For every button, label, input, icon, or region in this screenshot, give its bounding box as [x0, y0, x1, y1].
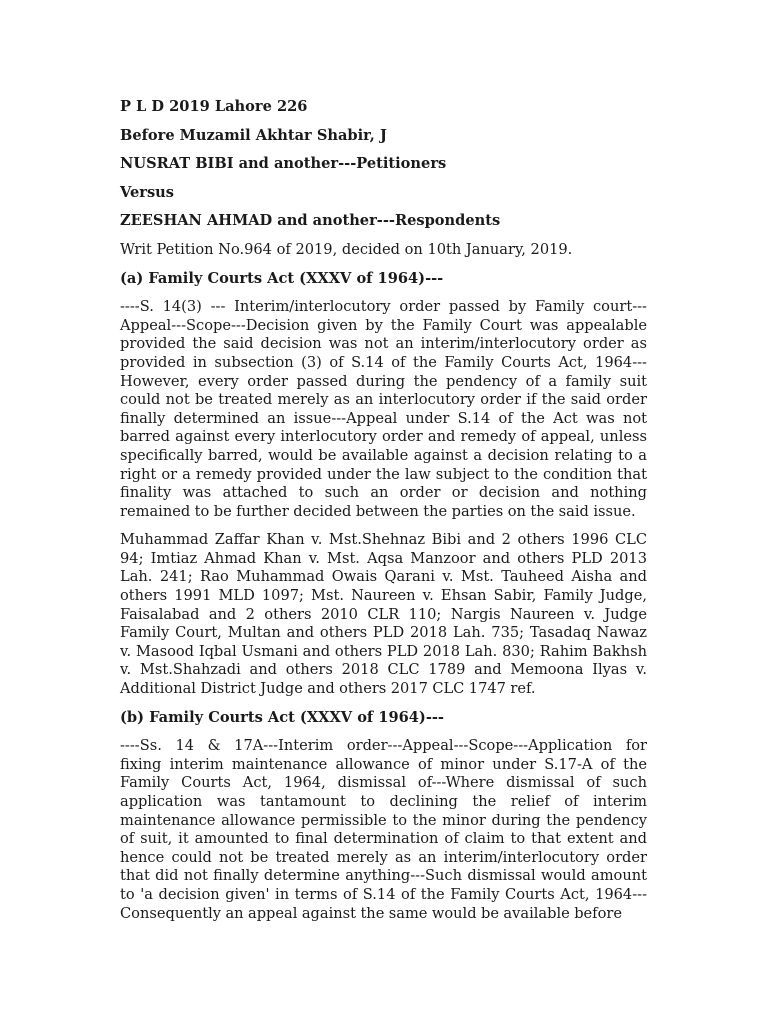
section-b-body: ----Ss. 14 & 17A---Interim order---Appeal---Scope---Application for fixing interim maintenance allowance of minor under S.17-A of the Family Courts Act, 1964, dismissal of---Where dismissal of such application was tantamount to declining the relief of interim maintenance allowance permissible to the minor during the pendency of suit, it amounted to final determination of claim to that extent and hence could not be treated merely as an interim/interlocutory order that did not finally determine anything---Such dismissal would amount to 'a decision given' in terms of S.14 of the Family Courts Act, 1964---Consequently an appeal against the same would be available before: [120, 737, 647, 922]
document-page: [120, 98, 647, 933]
section-a-citations: Muhammad Zaffar Khan v. Mst.Shehnaz Bibi and 2 others 1996 CLC 94; Imtiaz Ahmad Khan v. Mst. Aqsa Manzoor and others PLD 2013 Lah. 241; Rao Muhammad Owais Qarani v. Mst. Tauheed Aisha and others 1991 MLD 1097; Mst. Naureen v. Ehsan Sabir, Family Judge, Faisalabad and 2 others 2010 CLR 110; Nargis Naureen v. Judge Family Court, Multan and others PLD 2018 Lah. 735; Tasadaq Nawaz v. Masood Iqbal Usmani and others PLD 2018 Lah. 830; Rahim Bakhsh v. Mst.Shahzadi and others 2018 CLC 1789 and Memoona Ilyas v. Additional District Judge and others 2017 CLC 1747 ref.: [120, 531, 647, 698]
petitioners: NUSRAT BIBI and another---Petitioners: [120, 155, 447, 173]
versus: Versus: [120, 183, 174, 201]
bench: Before Muzamil Akhtar Shabir, J: [120, 126, 387, 144]
section-b-heading: (b) Family Courts Act (XXXV of 1964)---: [120, 708, 444, 726]
respondents: ZEESHAN AHMAD and another---Respondents: [120, 212, 501, 230]
section-a-body: ----S. 14(3) --- Interim/interlocutory order passed by Family court---Appeal---Scope---Decision given by the Family Court was appealable provided the said decision was not an interim/interlocutory order as provided in subsection (3) of S.14 of the Family Courts Act, 1964---However, every order passed during the pendency of a family suit could not be treated merely as an interlocutory order if the said order finally determined an issue---Appeal under S.14 of the Act was not barred against every interlocutory order and remedy of appeal, unless specifically barred, would be available against a decision relating to a right or a remedy provided under the law subject to the condition that finality was attached to such an order or decision and nothing remained to be further decided between the parties on the said issue.: [120, 298, 647, 520]
citation: P L D 2019 Lahore 226: [120, 98, 308, 115]
section-a-heading: (a) Family Courts Act (XXXV of 1964)---: [120, 269, 444, 287]
case-info: Writ Petition No.964 of 2019, decided on 10th January, 2019.: [120, 240, 573, 258]
